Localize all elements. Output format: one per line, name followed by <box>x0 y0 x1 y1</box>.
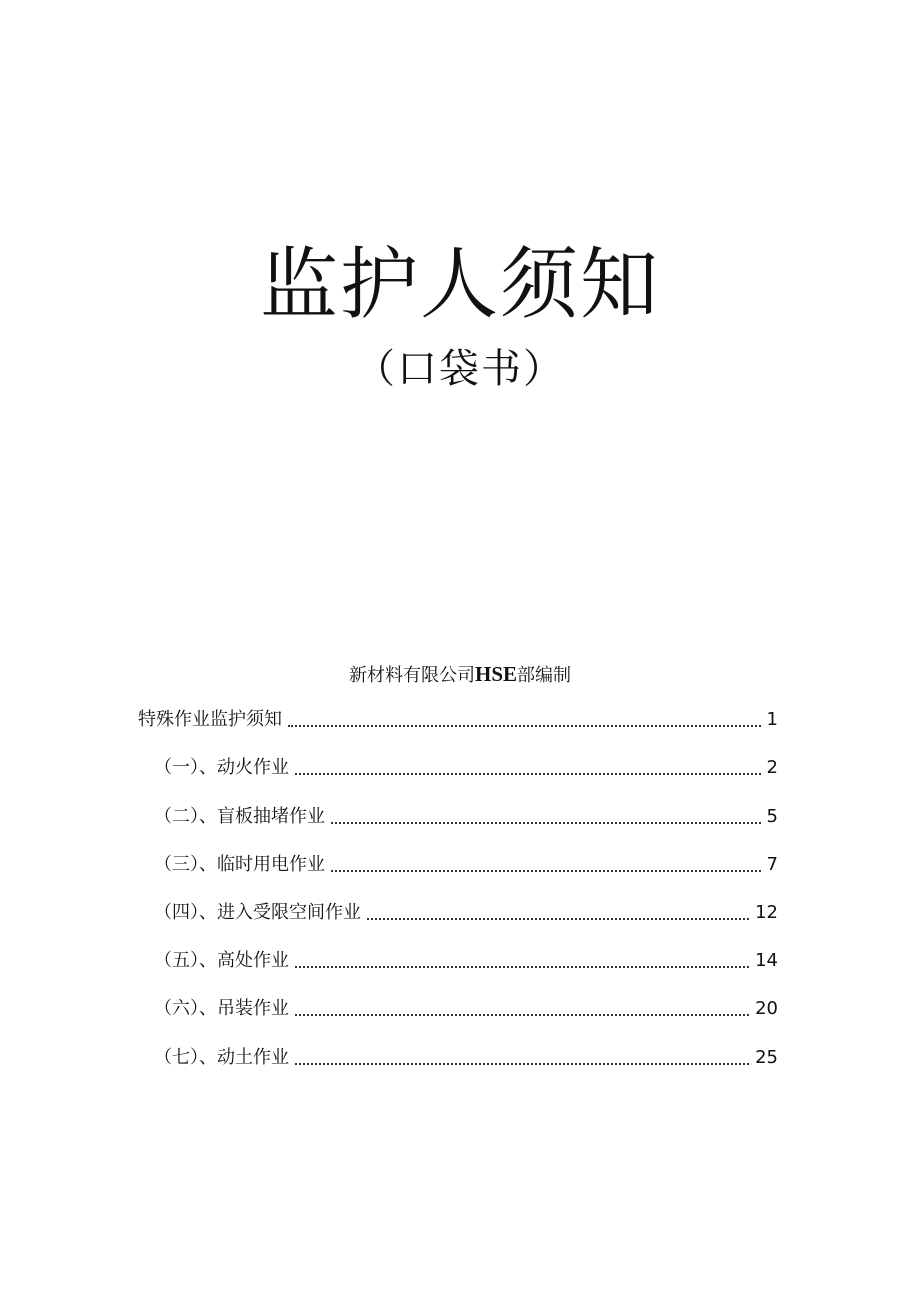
toc-entry-special-work[interactable] <box>138 686 778 734</box>
toc-entry-label: 特殊作业监护须知 <box>138 709 282 731</box>
toc-entry-label: （二）、盲板抽堵作业 <box>154 805 325 827</box>
toc-entry-label: （七）、动土作业 <box>154 1046 289 1068</box>
toc-dot-leader <box>331 822 761 824</box>
toc-entry-page: 25 <box>755 1046 778 1068</box>
document-subtitle: （口袋书） <box>355 346 565 392</box>
toc-dot-leader <box>288 725 761 727</box>
toc-entry-page: 12 <box>755 901 778 923</box>
table-of-contents <box>138 686 778 1072</box>
toc-entry-page: 14 <box>755 950 778 972</box>
toc-dot-leader <box>295 966 749 968</box>
document-title: 监护人须知 <box>259 240 660 331</box>
toc-entry-page: 5 <box>766 805 778 827</box>
toc-entry-page: 20 <box>755 998 778 1020</box>
toc-entry-excavation[interactable] <box>138 1023 778 1071</box>
toc-entry-label: （六）、吊装作业 <box>154 998 289 1020</box>
toc-entry-lifting[interactable] <box>138 975 778 1023</box>
toc-entry-confined-space[interactable] <box>138 879 778 927</box>
toc-dot-leader <box>295 773 761 775</box>
toc-dot-leader <box>331 870 761 872</box>
toc-dot-leader <box>295 1014 749 1016</box>
toc-entry-temporary-power[interactable] <box>138 831 778 879</box>
toc-entry-label: （四）、进入受限空间作业 <box>154 901 361 923</box>
toc-dot-leader <box>367 918 749 920</box>
toc-entry-label: （一）、动火作业 <box>154 757 289 779</box>
toc-entry-hot-work[interactable] <box>138 734 778 782</box>
compiler-company: 新材料有限公司 <box>348 665 475 686</box>
toc-entry-page: 7 <box>766 853 778 875</box>
toc-entry-work-at-height[interactable] <box>138 927 778 975</box>
compiler-department: HSE <box>474 662 518 686</box>
toc-entry-blind-plate[interactable] <box>138 782 778 830</box>
compiler-suffix: 部编制 <box>517 665 572 686</box>
toc-entry-page: 2 <box>766 757 778 779</box>
toc-entry-page: 1 <box>766 709 778 731</box>
toc-dot-leader <box>295 1063 749 1065</box>
toc-entry-label: （五）、高处作业 <box>154 950 289 972</box>
toc-entry-label: （三）、临时用电作业 <box>154 853 325 875</box>
